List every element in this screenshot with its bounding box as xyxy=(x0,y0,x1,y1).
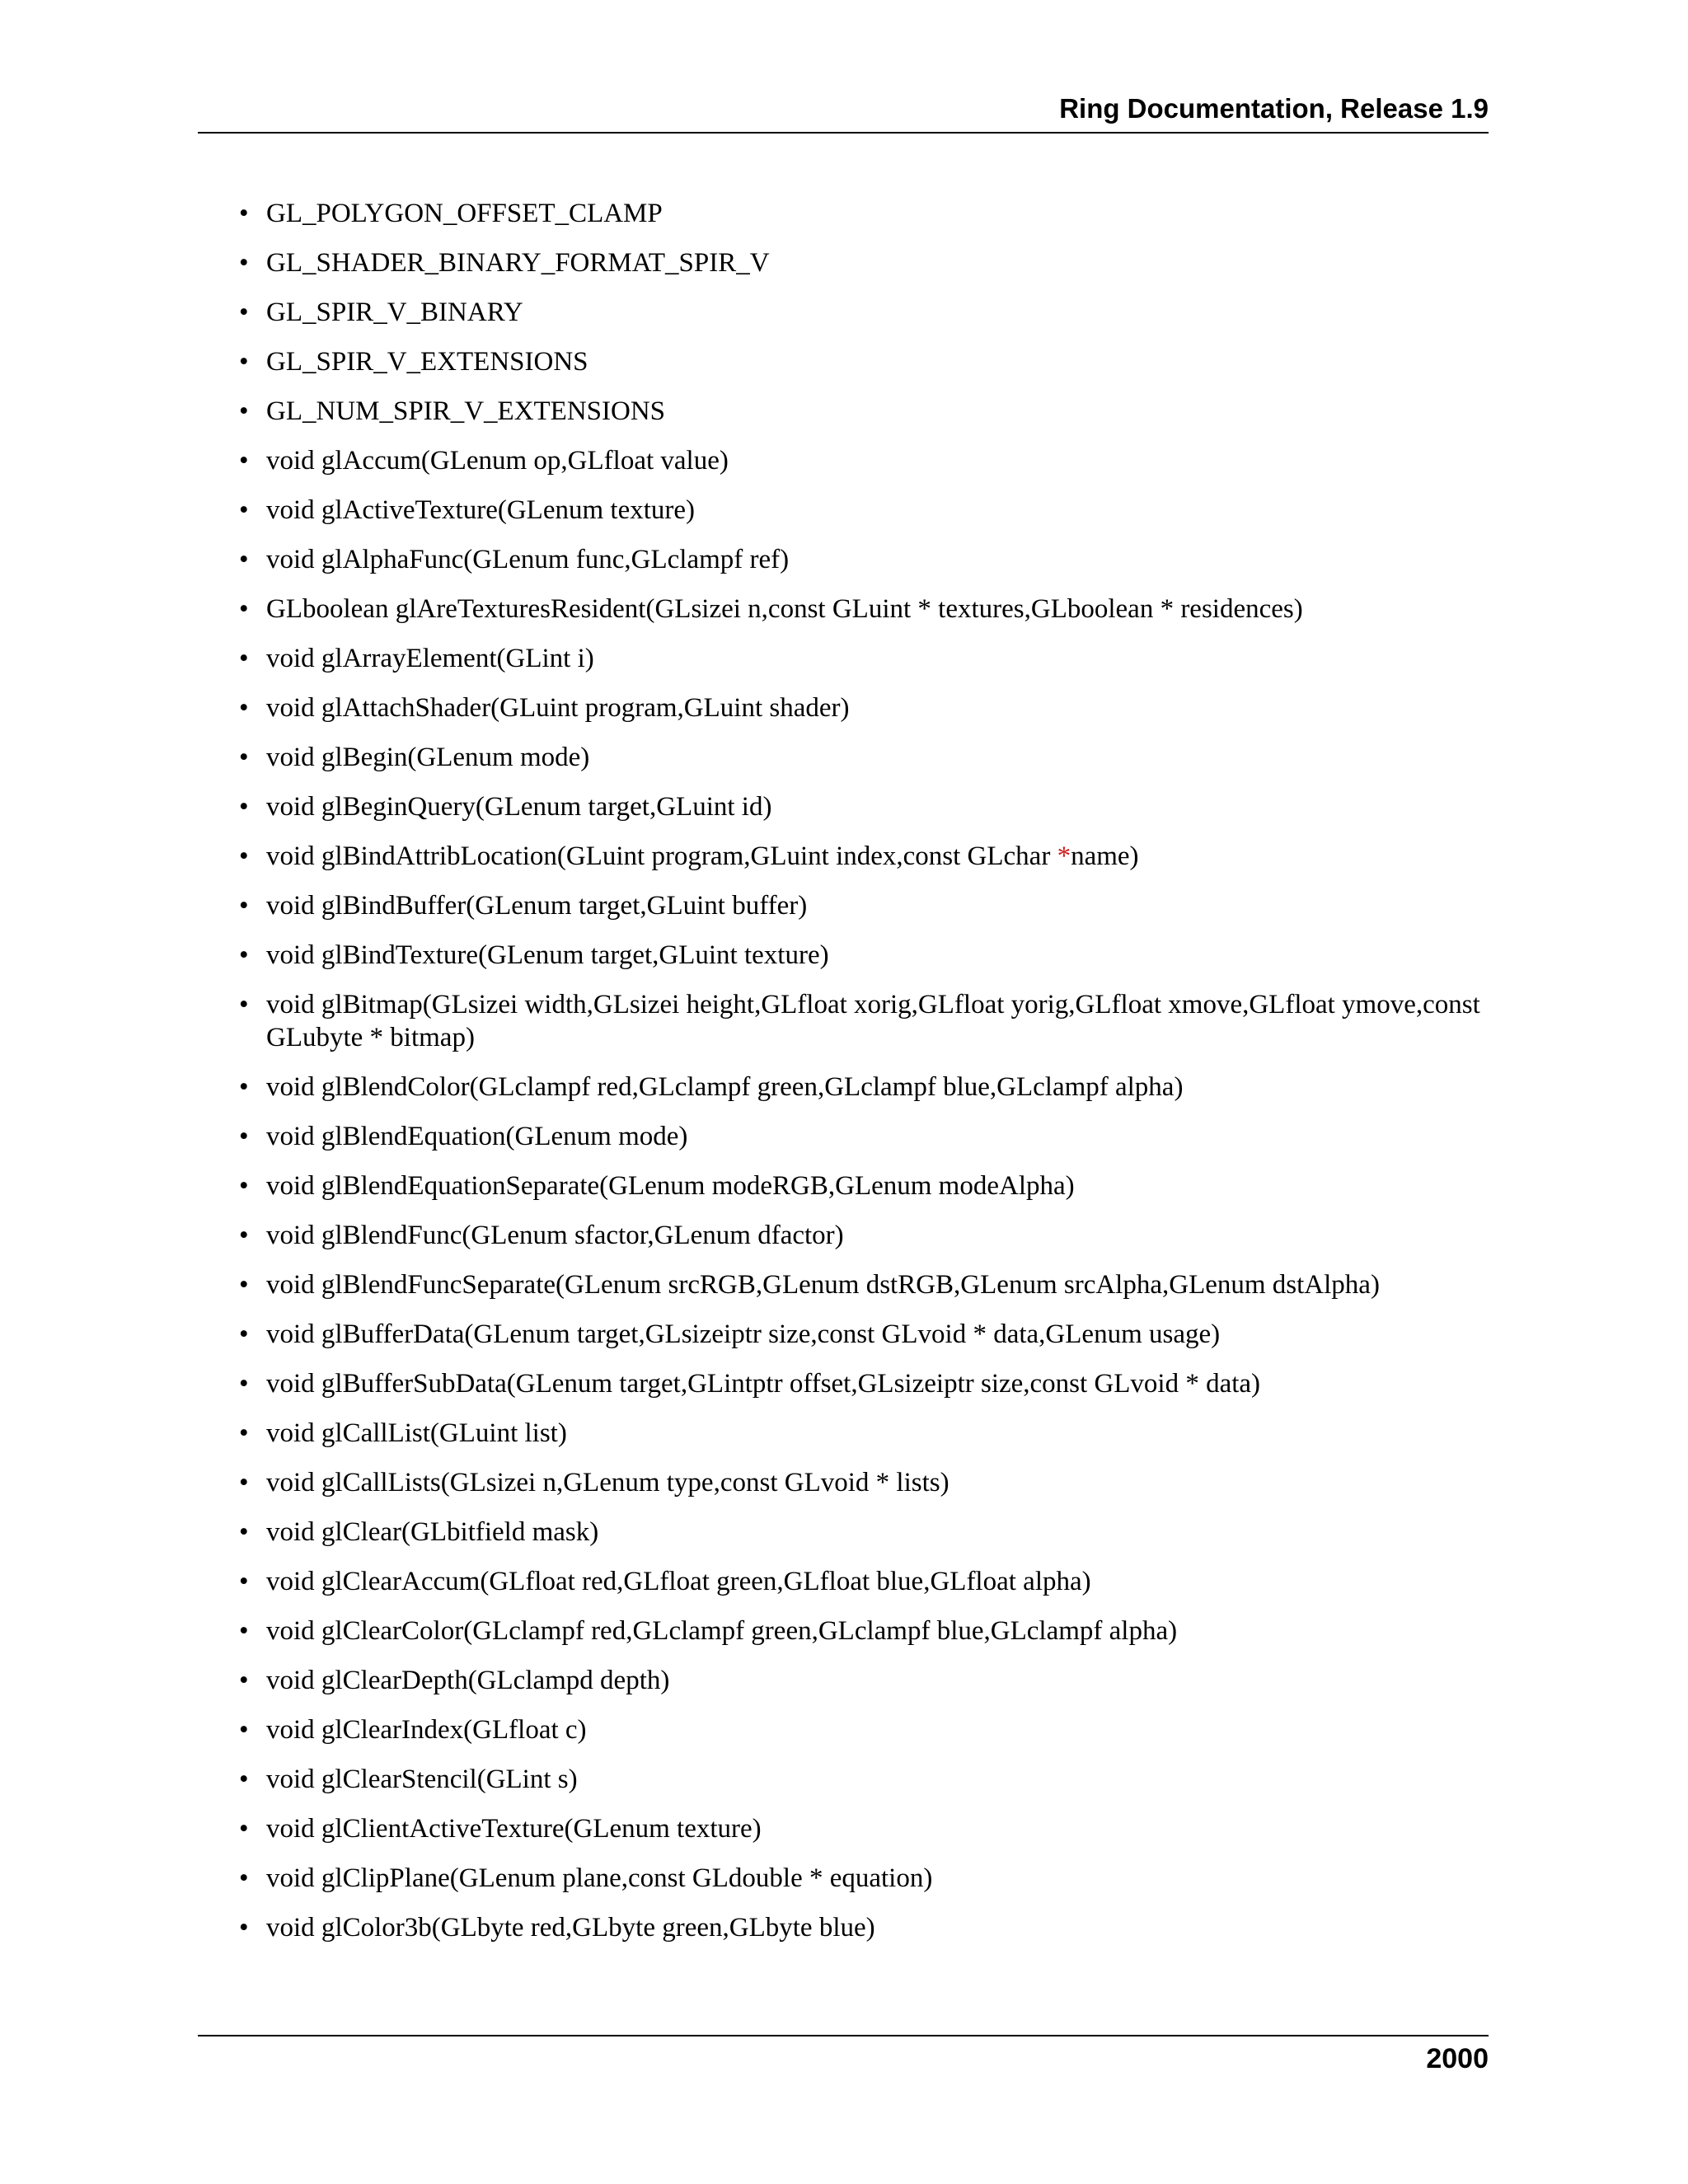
list-item xyxy=(239,1169,1492,1202)
list-item-text: void glBegin(GLenum mode) xyxy=(266,743,590,772)
bullet-icon: • xyxy=(239,396,249,426)
list-item-text: void glClearDepth(GLclampd depth) xyxy=(266,1666,670,1695)
bullet-icon: • xyxy=(239,990,249,1019)
list-item xyxy=(239,642,1492,675)
list-item xyxy=(239,1367,1492,1400)
list-item xyxy=(239,1615,1492,1647)
list-item-text: void glBitmap(GLsizei width,GLsizei height,GLfloat xorig,GLfloat yorig,GLfloat xmove,GLfloat ymove,const GLubyte * bitmap) xyxy=(266,990,1480,1052)
list-item-text: void glClientActiveTexture(GLenum texture) xyxy=(266,1814,762,1844)
bullet-icon: • xyxy=(239,792,249,822)
list-item-text: void glCallList(GLuint list) xyxy=(266,1418,567,1448)
bullet-icon: • xyxy=(239,1666,249,1695)
bullet-icon: • xyxy=(239,1616,249,1646)
list-item xyxy=(239,939,1492,972)
bullet-icon: • xyxy=(239,1319,249,1349)
bullet-icon: • xyxy=(239,1814,249,1844)
list-item-text: void glBlendEquation(GLenum mode) xyxy=(266,1122,688,1151)
bullet-icon: • xyxy=(239,1715,249,1745)
bullet-icon: • xyxy=(239,1221,249,1250)
list-item xyxy=(239,543,1492,576)
list-item-text: GLboolean glAreTexturesResident(GLsizei n,const GLuint * textures,GLboolean * residences) xyxy=(266,594,1303,624)
list-item-text-part: name) xyxy=(1071,841,1139,871)
list-item-text: GL_SHADER_BINARY_FORMAT_SPIR_V xyxy=(266,248,770,278)
bullet-icon: • xyxy=(239,1418,249,1448)
bullet-icon: • xyxy=(239,495,249,525)
list-item xyxy=(239,1862,1492,1895)
bullet-icon: • xyxy=(239,446,249,476)
list-item-text: void glBeginQuery(GLenum target,GLuint id) xyxy=(266,792,772,822)
list-item-text: void glActiveTexture(GLenum texture) xyxy=(266,495,696,525)
list-item xyxy=(239,1318,1492,1351)
bullet-icon: • xyxy=(239,1765,249,1794)
list-item-text xyxy=(266,841,1139,871)
list-item xyxy=(239,345,1492,378)
page-header xyxy=(198,92,1489,134)
list-item-text: void glCallLists(GLsizei n,GLenum type,const GLvoid * lists) xyxy=(266,1468,950,1497)
bullet-icon: • xyxy=(239,891,249,921)
list-item xyxy=(239,1516,1492,1549)
bullet-icon: • xyxy=(239,1369,249,1399)
bullet-icon: • xyxy=(239,1863,249,1893)
bullet-icon: • xyxy=(239,1913,249,1943)
list-item-text: void glBufferSubData(GLenum target,GLintptr offset,GLsizeiptr size,const GLvoid * data) xyxy=(266,1369,1261,1399)
list-item xyxy=(239,1763,1492,1796)
list-item-text: void glBlendEquationSeparate(GLenum modeRGB,GLenum modeAlpha) xyxy=(266,1171,1075,1201)
list-item xyxy=(239,1219,1492,1252)
list-item-text: void glBlendColor(GLclampf red,GLclampf green,GLclampf blue,GLclampf alpha) xyxy=(266,1072,1184,1102)
list-item xyxy=(239,790,1492,823)
list-item-text: GL_POLYGON_OFFSET_CLAMP xyxy=(266,199,663,228)
list-item-text: void glAlphaFunc(GLenum func,GLclampf ref) xyxy=(266,545,790,574)
list-item xyxy=(239,1812,1492,1845)
bullet-icon: • xyxy=(239,693,249,723)
list-item-text: void glClearColor(GLclampf red,GLclampf green,GLclampf blue,GLclampf alpha) xyxy=(266,1616,1178,1646)
list-item xyxy=(239,988,1492,1054)
footer-divider xyxy=(198,2035,1489,2036)
api-function-list xyxy=(239,197,1492,1961)
list-item-text: void glAccum(GLenum op,GLfloat value) xyxy=(266,446,729,476)
list-item-text: void glClipPlane(GLenum plane,const GLdouble * equation) xyxy=(266,1863,933,1893)
list-item-text: GL_SPIR_V_BINARY xyxy=(266,298,523,327)
list-item-text: void glClearStencil(GLint s) xyxy=(266,1765,578,1794)
list-item xyxy=(239,593,1492,626)
list-item xyxy=(239,1565,1492,1598)
list-item-text: void glBlendFunc(GLenum sfactor,GLenum dfactor) xyxy=(266,1221,844,1250)
list-item xyxy=(239,444,1492,477)
list-item-text: void glBufferData(GLenum target,GLsizeiptr size,const GLvoid * data,GLenum usage) xyxy=(266,1319,1221,1349)
list-item-text: void glClearIndex(GLfloat c) xyxy=(266,1715,587,1745)
list-item xyxy=(239,1071,1492,1104)
bullet-icon: • xyxy=(239,1270,249,1300)
list-item-text: void glArrayElement(GLint i) xyxy=(266,644,594,673)
document-title: Ring Documentation, Release 1.9 xyxy=(1059,93,1489,124)
list-item xyxy=(239,296,1492,329)
list-item-text: void glBindTexture(GLenum target,GLuint texture) xyxy=(266,940,829,970)
list-item-text: void glColor3b(GLbyte red,GLbyte green,GLbyte blue) xyxy=(266,1913,875,1943)
list-item xyxy=(239,1417,1492,1450)
list-item xyxy=(239,395,1492,428)
list-item-text: void glBindBuffer(GLenum target,GLuint buffer) xyxy=(266,891,808,921)
bullet-icon: • xyxy=(239,1122,249,1151)
list-item-text: GL_SPIR_V_EXTENSIONS xyxy=(266,347,588,377)
page-number: 2000 xyxy=(1426,2043,1489,2074)
list-item xyxy=(239,1911,1492,1944)
bullet-icon: • xyxy=(239,298,249,327)
list-item-text: GL_NUM_SPIR_V_EXTENSIONS xyxy=(266,396,666,426)
list-item xyxy=(239,197,1492,230)
list-item-text-part: void glBindAttribLocation(GLuint program,GLuint index,const GLchar xyxy=(266,841,1057,871)
list-item xyxy=(239,494,1492,527)
bullet-icon: • xyxy=(239,1468,249,1497)
bullet-icon: • xyxy=(239,743,249,772)
bullet-icon: • xyxy=(239,1567,249,1596)
list-item-text: void glClearAccum(GLfloat red,GLfloat green,GLfloat blue,GLfloat alpha) xyxy=(266,1567,1091,1596)
bullet-icon: • xyxy=(239,1072,249,1102)
list-item xyxy=(239,1120,1492,1153)
list-item xyxy=(239,741,1492,774)
highlight-asterisk: * xyxy=(1057,841,1071,871)
bullet-icon: • xyxy=(239,347,249,377)
list-item xyxy=(239,246,1492,279)
list-item xyxy=(239,1713,1492,1746)
bullet-icon: • xyxy=(239,199,249,228)
list-item-text: void glBlendFuncSeparate(GLenum srcRGB,GLenum dstRGB,GLenum srcAlpha,GLenum dstAlpha) xyxy=(266,1270,1380,1300)
bullet-icon: • xyxy=(239,644,249,673)
bullet-icon: • xyxy=(239,545,249,574)
bullet-icon: • xyxy=(239,841,249,871)
list-item xyxy=(239,1268,1492,1301)
list-item xyxy=(239,1664,1492,1697)
bullet-icon: • xyxy=(239,248,249,278)
bullet-icon: • xyxy=(239,594,249,624)
bullet-icon: • xyxy=(239,940,249,970)
list-item-text: void glAttachShader(GLuint program,GLuint shader) xyxy=(266,693,850,723)
list-item-text: void glClear(GLbitfield mask) xyxy=(266,1517,599,1547)
list-item xyxy=(239,691,1492,724)
list-item xyxy=(239,889,1492,922)
list-item xyxy=(239,840,1492,873)
bullet-icon: • xyxy=(239,1171,249,1201)
list-item xyxy=(239,1466,1492,1499)
bullet-icon: • xyxy=(239,1517,249,1547)
